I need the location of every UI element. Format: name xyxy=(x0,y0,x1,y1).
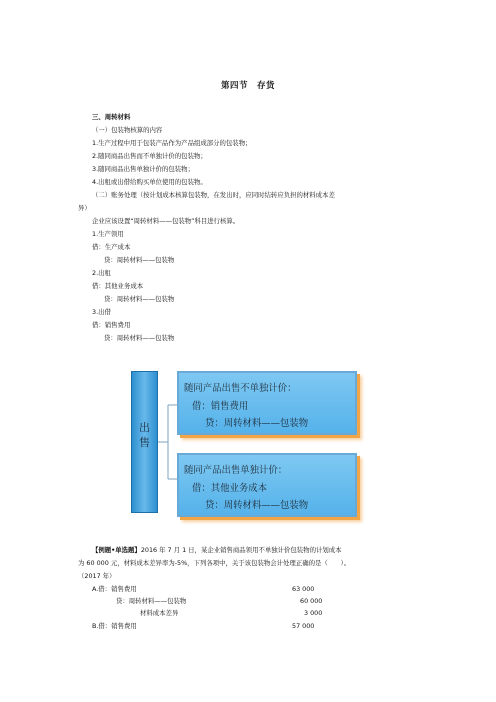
account-setup-line: 企业应该设置“周转材料——包装物”科目进行核算。 xyxy=(92,217,240,225)
list-item: 3.随同商品出售单独计价的包装物； xyxy=(92,165,194,173)
option-a-credit: 材料成本差异 xyxy=(140,609,179,617)
box-credit: 贷：周转材料——包装物 xyxy=(205,500,309,511)
diagram-box-not-separately-priced xyxy=(177,371,357,435)
entry-heading: 2.出租 xyxy=(92,269,111,277)
example-text: 2016 年 7 月 1 日，某企业销售商品领用不单独计价包装物的计划成本 xyxy=(140,546,342,554)
option-b-debit: B.借：销售费用 xyxy=(92,622,137,630)
entry-debit: 借：销售费用 xyxy=(92,321,131,329)
box-title: 随同产品出售不单独计价： xyxy=(184,383,297,394)
page-title: 第四节 存货 xyxy=(220,81,275,91)
list-item: 2.随同商品出售而不单独计价的包装物； xyxy=(92,152,207,160)
entry-heading: 1.生产领用 xyxy=(92,230,124,238)
entry-credit: 贷：周转材料——包装物 xyxy=(104,256,175,264)
diagram-box-separately-priced xyxy=(177,453,357,517)
option-a-debit: A.借：销售费用 xyxy=(92,585,137,593)
example-question-line xyxy=(92,546,342,554)
option-a-credit-amount: 3 000 xyxy=(304,609,323,617)
option-a-credit: 贷：周转材料——包装物 xyxy=(116,597,187,605)
box-title: 随同产品出售单独计价： xyxy=(184,465,288,476)
example-question-line: 为 60 000 元，材料成本差异率为-5%，下列各项中，关于该包装物会计处理正确的是（ ）。 xyxy=(78,559,351,567)
example-year: （2017 年） xyxy=(78,572,116,580)
example-tag: 【例题•单选题】 xyxy=(92,546,141,554)
subsection-heading: （一）包装物核算的内容 xyxy=(92,126,163,134)
section-heading: 三、周转材料 xyxy=(92,113,131,121)
box-debit: 借：其他业务成本 xyxy=(192,483,268,494)
list-item: 1.生产过程中用于包装产品作为产品组成部分的包装物； xyxy=(92,139,252,147)
subsection-heading-continued: 异） xyxy=(78,204,91,212)
entry-credit: 贷：周转材料——包装物 xyxy=(104,334,175,342)
box-debit: 借：销售费用 xyxy=(192,401,249,412)
list-item: 4.出租或出借给购买单位使用的包装物。 xyxy=(92,178,207,186)
subsection-heading: （二）账务处理（按计划成本核算包装物，在发出时，应同时结转应负担的材料成本差 xyxy=(92,191,335,199)
entry-heading: 3.出借 xyxy=(92,308,111,316)
option-a-credit-amount: 60 000 xyxy=(300,597,323,605)
entry-debit: 借：生产成本 xyxy=(92,243,131,251)
entry-debit: 借：其他业务成本 xyxy=(92,282,144,290)
box-credit: 贷：周转材料——包装物 xyxy=(205,418,309,429)
entry-credit: 贷：周转材料——包装物 xyxy=(104,295,175,303)
option-b-amount: 57 000 xyxy=(292,622,315,630)
diagram-root-text: 出售 xyxy=(139,421,150,449)
option-a-amount: 63 000 xyxy=(292,585,315,593)
